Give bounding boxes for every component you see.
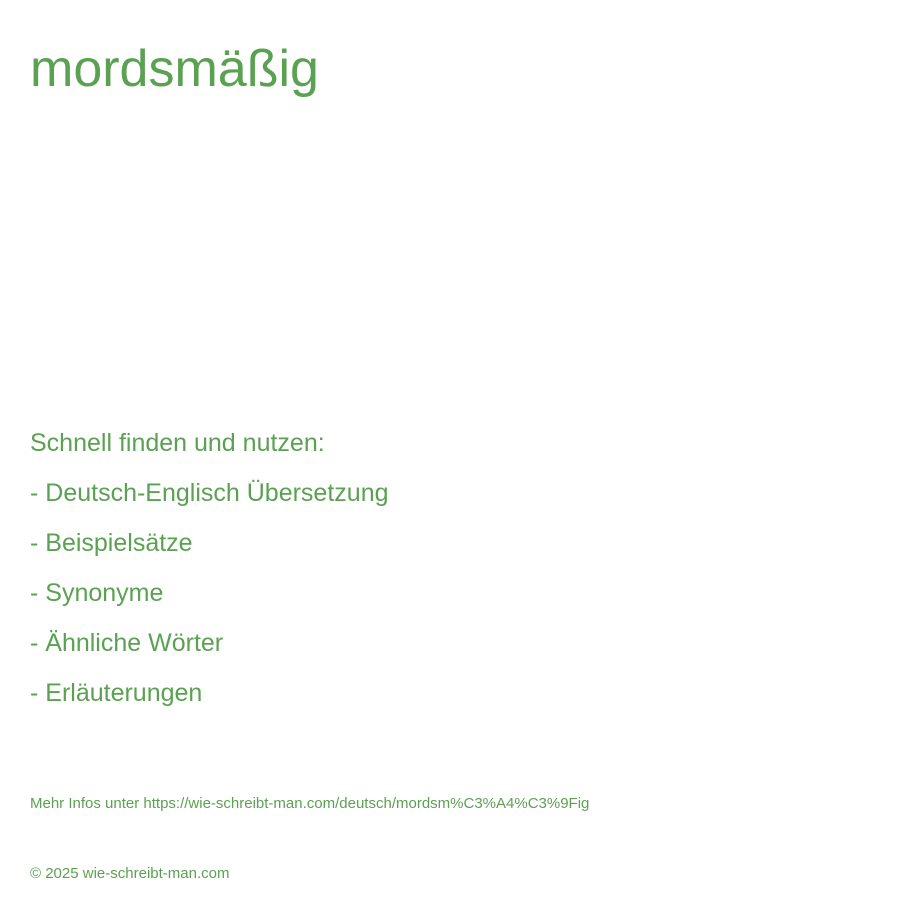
more-info-prefix: Mehr Infos unter (30, 795, 140, 812)
feature-item-synonyms: - Synonyme (30, 579, 164, 607)
feature-item-similar-words: - Ähnliche Wörter (30, 629, 224, 657)
page-title: mordsmäßig (30, 40, 319, 98)
more-info-link[interactable]: https://wie-schreibt-man.com/deutsch/mordsm%C3%A4%C3%9Fig (143, 795, 590, 812)
feature-list (30, 418, 389, 718)
more-info-line (30, 794, 589, 814)
copyright-footer: © 2025 wie-schreibt-man.com (30, 865, 230, 882)
feature-item-example-sentences: - Beispielsätze (30, 529, 193, 557)
feature-list-heading: Schnell finden und nutzen: (30, 429, 325, 457)
feature-item-translation: - Deutsch-Englisch Übersetzung (30, 479, 389, 507)
feature-item-explanations: - Erläuterungen (30, 679, 203, 707)
